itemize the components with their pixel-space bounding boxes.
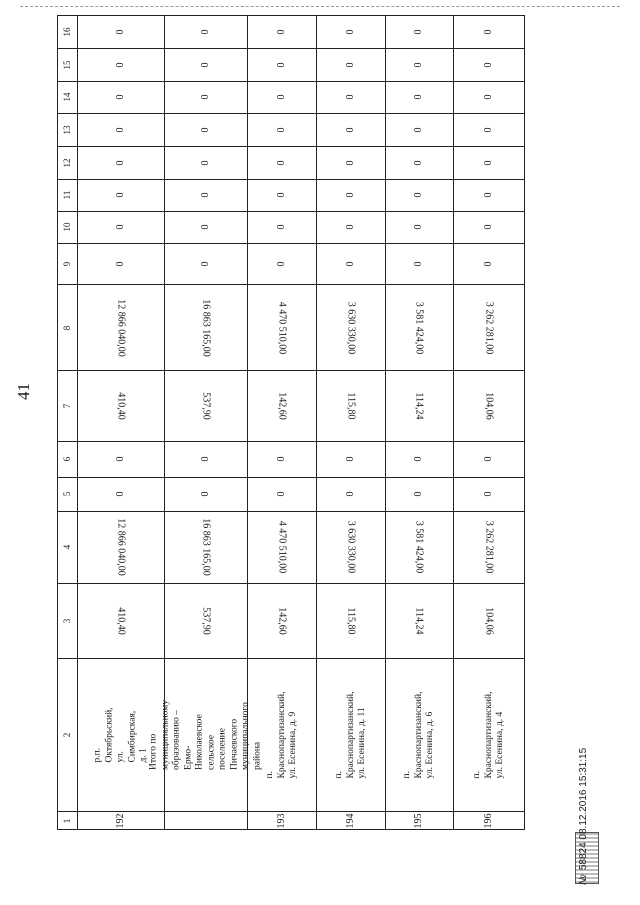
table-cell (386, 16, 455, 48)
column-number: 1 (62, 818, 73, 823)
column-band-7 (58, 371, 524, 442)
cell-value: 12 866 040,00 (115, 299, 127, 357)
top-dashed-line (20, 6, 620, 7)
table-cell (454, 49, 524, 81)
cell-value: 0 (344, 456, 356, 462)
cell-value: 0 (114, 491, 126, 497)
address-text: п. Краснопартизанский, ул. Есенина, д. 11 (333, 691, 367, 779)
column-band-8 (58, 285, 524, 371)
table-cell (454, 147, 524, 179)
table-cell (454, 584, 524, 659)
table-cell (78, 478, 165, 511)
column-header (58, 371, 78, 441)
table-cell (386, 659, 455, 811)
table-cell (386, 147, 455, 179)
table-cell (386, 212, 455, 244)
column-header (58, 244, 78, 284)
cell-value: 0 (344, 127, 356, 133)
cell-value: 3 630 330,00 (345, 301, 357, 354)
cell-value: 0 (114, 456, 126, 462)
column-number: 8 (62, 325, 73, 330)
table-cell (248, 180, 317, 211)
cell-value: 0 (199, 127, 211, 133)
table-cell (165, 180, 249, 211)
cell-value: 0 (276, 127, 288, 133)
cell-value: 4 470 510,00 (276, 301, 288, 354)
column-number: 14 (62, 92, 73, 102)
table-cell (454, 16, 524, 48)
table-cell (78, 512, 165, 583)
table-cell (386, 114, 455, 146)
cell-value: 0 (413, 224, 425, 230)
column-number: 3 (62, 618, 73, 624)
table-cell (165, 16, 249, 48)
cell-value: 0 (199, 62, 211, 68)
cell-value: 0 (199, 29, 211, 35)
table-cell (165, 442, 249, 477)
table-cell (78, 180, 165, 211)
table-cell (317, 371, 386, 441)
column-band-14 (58, 82, 524, 114)
table-cell (248, 478, 317, 511)
cell-value: 12 866 040,00 (115, 518, 127, 576)
table-cell (317, 82, 386, 113)
cell-value: 0 (114, 127, 126, 133)
cell-value: 0 (413, 456, 425, 462)
column-band-10 (58, 212, 524, 245)
cell-value: 0 (483, 160, 495, 166)
column-band-9 (58, 244, 524, 285)
cell-value: 0 (276, 192, 288, 198)
table-cell (248, 147, 317, 179)
table-cell (317, 180, 386, 211)
table-cell (165, 49, 249, 81)
table-cell (248, 49, 317, 81)
table-cell (317, 114, 386, 146)
table-cell (454, 180, 524, 211)
cell-value: 104,06 (483, 392, 495, 420)
table-cell (386, 371, 455, 441)
column-header (58, 512, 78, 583)
table-cell (386, 512, 455, 583)
table-cell (165, 212, 249, 244)
table-cell (386, 180, 455, 211)
cell-value: 0 (483, 261, 495, 267)
cell-value: 537,90 (200, 607, 212, 635)
table-cell (248, 212, 317, 244)
table-cell (386, 478, 455, 511)
table-cell (78, 49, 165, 81)
cell-value: 0 (413, 261, 425, 267)
table-cell (165, 478, 249, 511)
data-table (57, 15, 525, 830)
cell-value: 0 (483, 192, 495, 198)
table-cell (386, 82, 455, 113)
table-cell (386, 442, 455, 477)
cell-value: 0 (344, 62, 356, 68)
row-number: 195 (413, 813, 425, 829)
cell-value: 0 (199, 192, 211, 198)
cell-value: 0 (114, 261, 126, 267)
cell-value: 0 (276, 62, 288, 68)
column-number: 6 (62, 457, 73, 462)
cell-value: 0 (276, 160, 288, 166)
cell-value: 0 (483, 127, 495, 133)
cell-value: 0 (276, 261, 288, 267)
column-number: 2 (62, 733, 73, 738)
column-header (58, 442, 78, 477)
cell-value: 0 (344, 491, 356, 497)
table-cell (317, 16, 386, 48)
table-cell (78, 244, 165, 284)
cell-value: 0 (483, 491, 495, 497)
table-cell (454, 212, 524, 244)
cell-value: 0 (344, 192, 356, 198)
table-cell (165, 147, 249, 179)
table-cell (248, 659, 317, 811)
cell-value: 16 863 165,00 (200, 518, 212, 576)
address-text: п. Краснопартизанский, ул. Есенина, д. 6 (402, 691, 436, 779)
cell-value: 0 (483, 62, 495, 68)
column-header (58, 659, 78, 811)
address-text: п. Краснопартизанский, ул. Есенина, д. 4 (471, 691, 505, 779)
cell-value: 0 (276, 456, 288, 462)
table-cell (317, 285, 386, 370)
column-band-12 (58, 147, 524, 180)
column-number: 15 (62, 60, 73, 70)
table-cell (454, 285, 524, 370)
table-cell (386, 285, 455, 370)
column-band-6 (58, 442, 524, 478)
table-cell (248, 812, 317, 829)
number-sign: № (578, 874, 589, 885)
cell-value: 0 (344, 94, 356, 100)
column-number: 5 (62, 492, 73, 497)
column-band-2 (58, 659, 524, 812)
column-header (58, 114, 78, 146)
table-cell (165, 244, 249, 284)
table-cell (165, 82, 249, 113)
cell-value: 0 (114, 62, 126, 68)
cell-value: 537,90 (200, 392, 212, 420)
table-cell (248, 285, 317, 370)
cell-value: 0 (413, 29, 425, 35)
column-number: 7 (62, 403, 73, 409)
table-cell (165, 285, 249, 370)
table-cell (78, 285, 165, 370)
table-cell (454, 371, 524, 441)
column-band-1 (58, 812, 524, 829)
column-header (58, 812, 78, 829)
column-band-5 (58, 478, 524, 512)
column-header (58, 147, 78, 179)
table-cell (165, 512, 249, 583)
column-header (58, 285, 78, 370)
table-cell (317, 812, 386, 829)
table-cell (317, 512, 386, 583)
table-cell (165, 812, 249, 829)
cell-value: 3 581 424,00 (413, 520, 425, 574)
cell-value: 142,60 (276, 607, 288, 635)
page-number: 41 (14, 383, 33, 400)
cell-value: 0 (413, 160, 425, 166)
cell-value: 3 630 330,00 (345, 520, 357, 574)
column-number: 9 (62, 262, 73, 267)
table-cell (454, 478, 524, 511)
table-cell (386, 244, 455, 284)
cell-value: 4 470 510,00 (276, 520, 288, 574)
row-number: 192 (114, 813, 126, 829)
cell-value: 3 262 281,00 (483, 520, 495, 574)
cell-value: 0 (199, 160, 211, 166)
table-cell (386, 812, 455, 829)
row-number: 196 (483, 813, 495, 829)
table-cell (454, 442, 524, 477)
cell-value: 410,40 (115, 607, 127, 635)
table-cell (454, 659, 524, 811)
column-number: 4 (62, 544, 73, 550)
cell-value: 0 (114, 94, 126, 100)
column-header (58, 82, 78, 113)
table-cell (78, 82, 165, 113)
cell-value: 0 (276, 491, 288, 497)
table-cell (78, 147, 165, 179)
cell-value: 0 (114, 192, 126, 198)
table-cell (78, 442, 165, 477)
footer-stamp (578, 748, 589, 885)
cell-value: 0 (483, 29, 495, 35)
cell-value: 0 (483, 224, 495, 230)
table-cell (454, 812, 524, 829)
column-band-16 (58, 16, 524, 49)
cell-value: 0 (413, 491, 425, 497)
table-cell (317, 147, 386, 179)
table-cell (454, 114, 524, 146)
address-text: Итого по муниципальному образованию – Ермо-Николаевское сельское поселение Пичаевского муниципального района (148, 700, 262, 771)
cell-value: 0 (483, 94, 495, 100)
cell-value: 410,40 (115, 392, 127, 420)
column-band-11 (58, 180, 524, 212)
table-cell (248, 82, 317, 113)
cell-value: 0 (344, 224, 356, 230)
table-cell (248, 114, 317, 146)
column-band-15 (58, 49, 524, 82)
cell-value: 3 581 424,00 (413, 301, 425, 354)
table-cell (148, 659, 262, 811)
column-band-13 (58, 114, 524, 147)
cell-value: 0 (199, 94, 211, 100)
column-header (58, 16, 78, 48)
cell-value: 114,24 (413, 392, 425, 420)
table-cell (317, 478, 386, 511)
table-cell (248, 244, 317, 284)
table-cell (317, 584, 386, 659)
column-band-3 (58, 584, 524, 660)
table-cell (454, 82, 524, 113)
table-cell (317, 49, 386, 81)
cell-value: 0 (199, 491, 211, 497)
table-cell (248, 512, 317, 583)
table-cell (78, 114, 165, 146)
cell-value: 0 (344, 29, 356, 35)
cell-value: 0 (413, 127, 425, 133)
cell-value: 0 (413, 192, 425, 198)
column-band-4 (58, 512, 524, 584)
cell-value: 0 (199, 456, 211, 462)
table-cell (317, 659, 386, 811)
cell-value: 0 (199, 261, 211, 267)
table-cell (165, 114, 249, 146)
table-cell (386, 49, 455, 81)
table-cell (78, 212, 165, 244)
table-cell (454, 244, 524, 284)
column-number: 11 (62, 190, 73, 200)
cell-value: 0 (114, 160, 126, 166)
cell-value: 0 (344, 261, 356, 267)
table-cell (454, 512, 524, 583)
table-cell (317, 442, 386, 477)
column-header (58, 180, 78, 211)
table-cell (317, 244, 386, 284)
column-number: 13 (62, 125, 73, 135)
cell-value: 0 (413, 62, 425, 68)
cell-value: 0 (413, 94, 425, 100)
table-cell (78, 16, 165, 48)
table-cell (248, 16, 317, 48)
cell-value: 16 863 165,00 (200, 299, 212, 357)
cell-value: 0 (114, 224, 126, 230)
table-cell (317, 212, 386, 244)
table-cell (78, 371, 165, 441)
address-text: р.п. Октябрьский, ул. Симбирская, д. 1 (91, 707, 148, 763)
table-cell (165, 584, 249, 659)
cell-value: 0 (276, 224, 288, 230)
row-number: 194 (344, 813, 356, 829)
cell-value: 0 (344, 160, 356, 166)
column-header (58, 212, 78, 244)
column-header (58, 584, 78, 659)
cell-value: 0 (276, 29, 288, 35)
column-number: 10 (62, 222, 73, 232)
column-number: 12 (62, 158, 73, 168)
cell-value: 115,80 (345, 392, 357, 420)
table-cell (248, 584, 317, 659)
column-header (58, 49, 78, 81)
address-text: п. Краснопартизанский, ул. Есенина, д. 9 (264, 691, 298, 779)
cell-value: 114,24 (413, 607, 425, 635)
cell-value: 115,80 (345, 607, 357, 635)
table-cell (386, 584, 455, 659)
cell-value: 0 (483, 456, 495, 462)
cell-value: 104,06 (483, 607, 495, 635)
cell-value: 0 (199, 224, 211, 230)
table-cell (78, 812, 165, 829)
table-cell (248, 442, 317, 477)
footer-stamp-text: 58824 08.12.2016 15:31:15 (578, 747, 589, 871)
row-number: 193 (276, 813, 288, 829)
column-number: 16 (62, 27, 73, 37)
cell-value: 142,60 (276, 392, 288, 420)
cell-value: 0 (276, 94, 288, 100)
cell-value: 0 (114, 29, 126, 35)
cell-value: 3 262 281,00 (483, 301, 495, 354)
table-cell (248, 371, 317, 441)
table-cell (78, 584, 165, 659)
table-cell (165, 371, 249, 441)
column-header (58, 478, 78, 511)
